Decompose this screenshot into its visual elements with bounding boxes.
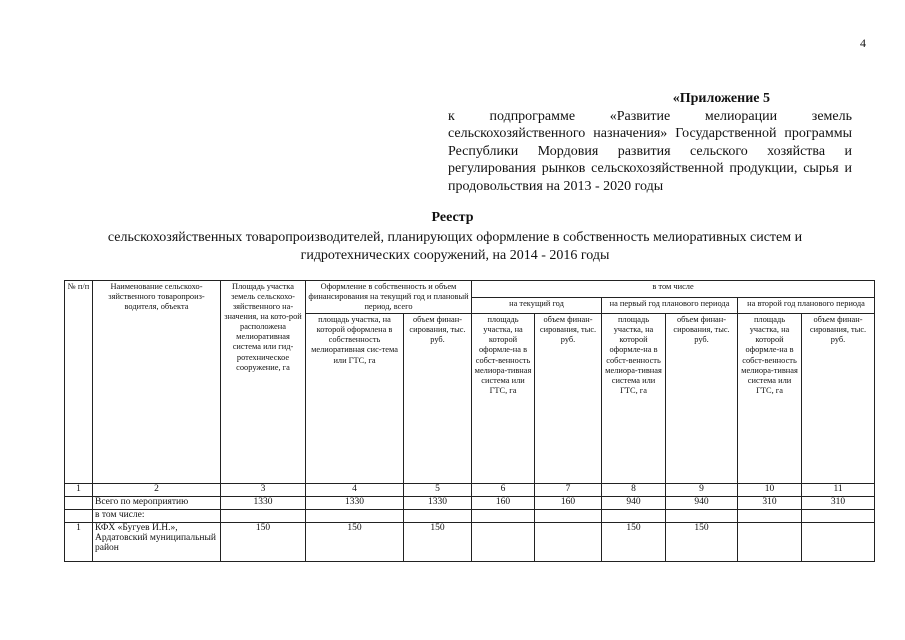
total-row bbox=[65, 497, 875, 510]
header-total-fin: объем финан-сирования, тыс. руб. bbox=[404, 314, 472, 484]
row-value bbox=[535, 523, 602, 562]
column-number: 2 bbox=[93, 484, 221, 497]
header-second-area: площадь участка, на которой оформле-на в собст-венность мелиора-тивная система или ГТС, га bbox=[738, 314, 802, 484]
including-row bbox=[65, 510, 875, 523]
empty-cell bbox=[535, 510, 602, 523]
empty-cell bbox=[802, 510, 875, 523]
header-total-area: площадь участка, на которой оформлена в собственность мелиоративная сис-тема или ГТС, га bbox=[306, 314, 404, 484]
registry-subtitle: сельскохозяйственных товаропроизводителей, планирующих оформление в собственность мелиоративных систем и гидротехнических сооружений, на 2014 - 2016 годы bbox=[107, 230, 803, 263]
column-number: 5 bbox=[404, 484, 472, 497]
column-number-row bbox=[65, 484, 875, 497]
row-name: КФХ «Бугуев И.Н.», Ардатовский муниципальный район bbox=[93, 523, 221, 562]
row-value bbox=[738, 523, 802, 562]
column-number: 9 bbox=[666, 484, 738, 497]
including-num-cell bbox=[65, 510, 93, 523]
total-value: 1330 bbox=[404, 497, 472, 510]
total-value: 940 bbox=[666, 497, 738, 510]
header-row-1 bbox=[65, 281, 875, 298]
header-first-area: площадь участка, на которой оформле-на в собст-венность мелиора-тивная система или ГТС, га bbox=[602, 314, 666, 484]
registry-table bbox=[64, 280, 875, 562]
header-second-fin: объем финан-сирования, тыс. руб. bbox=[802, 314, 875, 484]
total-num-cell bbox=[65, 497, 93, 510]
table-row bbox=[65, 523, 875, 562]
including-label: в том числе: bbox=[93, 510, 221, 523]
column-number: 10 bbox=[738, 484, 802, 497]
total-value: 310 bbox=[738, 497, 802, 510]
header-cur-fin: объем финан-сирования, тыс. руб. bbox=[535, 314, 602, 484]
header-ownership-group: Оформление в собственность и объем финансирования на текущий год и плановый период, всего bbox=[306, 281, 472, 314]
total-value: 1330 bbox=[221, 497, 306, 510]
row-num: 1 bbox=[65, 523, 93, 562]
header-name: Наименование сельскохо-зяйственного товаропроиз-водителя, объекта bbox=[93, 281, 221, 484]
header-second-year: на второй год планового периода bbox=[738, 297, 875, 314]
row-value: 150 bbox=[602, 523, 666, 562]
registry-title: Реестр bbox=[431, 210, 474, 225]
total-value: 160 bbox=[472, 497, 535, 510]
empty-cell bbox=[666, 510, 738, 523]
column-number: 11 bbox=[802, 484, 875, 497]
total-value: 310 bbox=[802, 497, 875, 510]
header-including-group: в том числе bbox=[472, 281, 875, 298]
row-value: 150 bbox=[666, 523, 738, 562]
row-value: 150 bbox=[306, 523, 404, 562]
header-area: Площадь участка земель сельскохо-зяйственного на-значения, на кото-рой расположена мелиоративная система или гид-ротехническое сооружение, га bbox=[221, 281, 306, 484]
row-value: 150 bbox=[221, 523, 306, 562]
column-number: 3 bbox=[221, 484, 306, 497]
column-number: 1 bbox=[65, 484, 93, 497]
total-value: 940 bbox=[602, 497, 666, 510]
row-value: 150 bbox=[404, 523, 472, 562]
header-num: № п/п bbox=[65, 281, 93, 484]
column-number: 7 bbox=[535, 484, 602, 497]
header-current-year: на текущий год bbox=[472, 297, 602, 314]
appendix-body: к подпрограмме «Развитие мелиорации земель сельскохозяйственного назначения» Государственной программы Республики Мордовия развития сельского хозяйства и регулирования рынков сельскохозяйственной продукции, сырья и продовольствия на 2013 - 2020 годы bbox=[448, 108, 852, 194]
empty-cell bbox=[472, 510, 535, 523]
row-value bbox=[802, 523, 875, 562]
total-label: Всего по мероприятию bbox=[93, 497, 221, 510]
page-number: 4 bbox=[860, 36, 866, 50]
header-first-year: на первый год планового периода bbox=[602, 297, 738, 314]
row-value bbox=[472, 523, 535, 562]
empty-cell bbox=[602, 510, 666, 523]
empty-cell bbox=[404, 510, 472, 523]
appendix-title: «Приложение 5 bbox=[672, 91, 770, 106]
column-number: 6 bbox=[472, 484, 535, 497]
total-value: 160 bbox=[535, 497, 602, 510]
header-cur-area: площадь участка, на которой оформле-на в собст-венность мелиора-тивная система или ГТС, га bbox=[472, 314, 535, 484]
total-value: 1330 bbox=[306, 497, 404, 510]
column-number: 8 bbox=[602, 484, 666, 497]
empty-cell bbox=[738, 510, 802, 523]
column-number: 4 bbox=[306, 484, 404, 497]
header-first-fin: объем финан-сирования, тыс. руб. bbox=[666, 314, 738, 484]
empty-cell bbox=[306, 510, 404, 523]
empty-cell bbox=[221, 510, 306, 523]
appendix-block bbox=[448, 90, 852, 195]
